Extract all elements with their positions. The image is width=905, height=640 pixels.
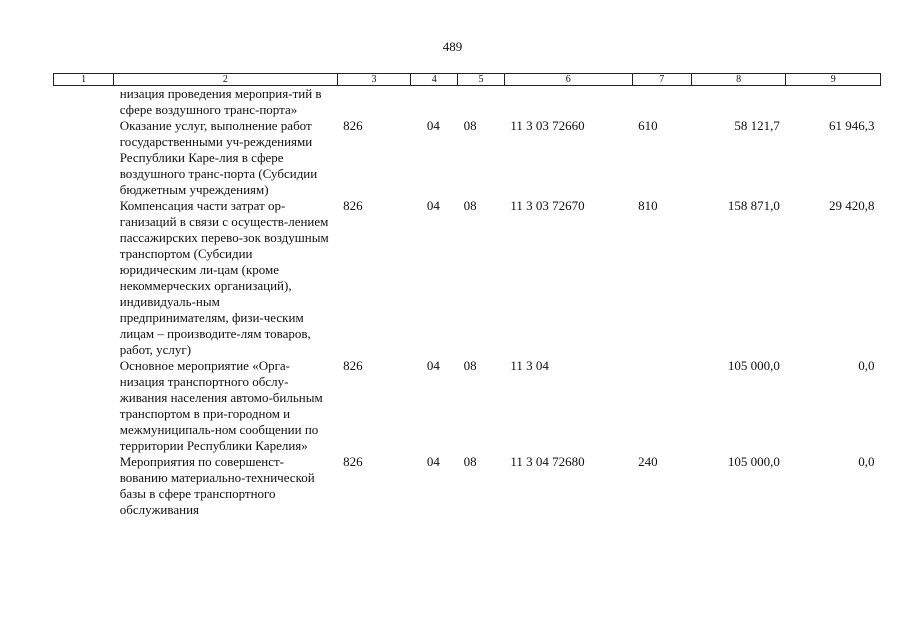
cell-subsection: 08 (463, 198, 477, 213)
table-row (54, 454, 881, 518)
cell-section (411, 86, 458, 119)
cell-subsection (458, 86, 505, 119)
cell-ministry: 826 (343, 454, 363, 469)
cell-subsection: 08 (463, 358, 477, 373)
column-header: 6 (504, 74, 632, 86)
cell-ministry: 826 (343, 118, 363, 133)
budget-table (53, 73, 881, 518)
cell-amount-1 (691, 86, 786, 119)
column-header: 2 (114, 74, 337, 86)
column-header: 8 (691, 74, 786, 86)
column-header: 5 (458, 74, 505, 86)
column-header: 3 (337, 74, 411, 86)
cell-name: низация проведения мероприя-тий в сфере воздушного транс-порта» (119, 86, 322, 117)
page-number: 489 (442, 39, 463, 54)
cell-amount-1: 158 871,0 (727, 198, 780, 213)
cell-section: 04 (426, 454, 440, 469)
cell-subsection: 08 (463, 118, 477, 133)
cell-section: 04 (426, 198, 440, 213)
cell-amount-1: 58 121,7 (734, 118, 780, 133)
cell-empty (54, 454, 114, 518)
cell-expense-type: 810 (638, 198, 658, 213)
cell-subsection: 08 (463, 454, 477, 469)
cell-target-article: 11 3 03 72660 (510, 118, 585, 133)
cell-expense-type: 610 (638, 118, 658, 133)
cell-target-article (504, 86, 632, 119)
column-number-row (54, 74, 881, 86)
cell-ministry: 826 (343, 198, 363, 213)
cell-name: Компенсация части затрат ор-ганизаций в связи с осуществ-лением пассажирских перево-зок воздушным транспортом (Субсидии юридическим ли-цам (кроме некоммерческих организаций), индивидуаль-ным предпринимателям, физи-ческим лицам – производите-лям товаров, работ, услуг) (119, 198, 329, 357)
cell-target-article: 11 3 03 72670 (510, 198, 585, 213)
column-header: 4 (411, 74, 458, 86)
column-header: 7 (632, 74, 691, 86)
table-row (54, 118, 881, 198)
cell-name: Мероприятия по совершенст-вованию материально-технической базы в сфере транспортного обслуживания (119, 454, 315, 517)
table-row (54, 86, 881, 119)
cell-empty (54, 86, 114, 119)
cell-name: Основное мероприятие «Орга-низация транспортного обслу-живания населения автомо-бильным транспортом в при-городном и межмуниципаль-ном сообщении по территории Республики Карелия» (119, 358, 323, 453)
cell-target-article: 11 3 04 (510, 358, 549, 373)
column-header: 9 (786, 74, 881, 86)
cell-expense-type (632, 86, 691, 119)
cell-empty (54, 358, 114, 454)
cell-ministry (337, 86, 411, 119)
table-row (54, 358, 881, 454)
cell-amount-2: 0,0 (858, 454, 875, 469)
cell-name: Оказание услуг, выполнение работ государственными уч-реждениями Республики Каре-лия в сфере воздушного транс-порта (Субсидии бюджетным учреждениям) (119, 118, 318, 197)
cell-section: 04 (426, 118, 440, 133)
cell-amount-1: 105 000,0 (727, 454, 780, 469)
cell-amount-2 (786, 86, 881, 119)
cell-amount-2: 29 420,8 (829, 198, 875, 213)
cell-ministry: 826 (343, 358, 363, 373)
cell-amount-2: 0,0 (858, 358, 875, 373)
table-row (54, 198, 881, 358)
cell-amount-2: 61 946,3 (829, 118, 875, 133)
column-header: 1 (54, 74, 114, 86)
cell-amount-1: 105 000,0 (727, 358, 780, 373)
cell-expense-type (632, 358, 691, 454)
cell-empty (54, 198, 114, 358)
cell-expense-type: 240 (638, 454, 658, 469)
cell-section: 04 (426, 358, 440, 373)
cell-target-article: 11 3 04 72680 (510, 454, 585, 469)
cell-empty (54, 118, 114, 198)
